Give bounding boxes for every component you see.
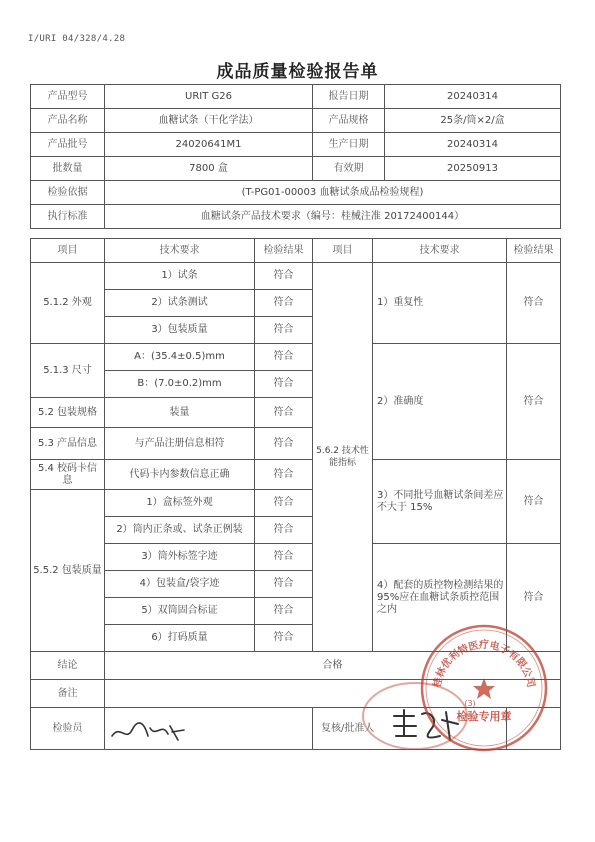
basis-label: 检验依据 [31,181,105,205]
report-date-label: 报告日期 [313,85,385,109]
table-row [31,109,561,133]
inspector-label: 检验员 [31,708,105,750]
table-row [31,544,561,571]
result-cell: 符合 [255,544,313,571]
group-label: 5.5.2 包装质量 [31,490,105,652]
group-label: 5.4 校码卡信息 [31,460,105,490]
result-cell: 符合 [255,625,313,652]
header-table [30,84,561,229]
right-requirement-cell: 1）重复性 [373,263,507,344]
table-row [31,205,561,229]
conclusion-label: 结论 [31,652,105,680]
requirement-cell: 2）试条测试 [105,290,255,317]
right-result-cell: 符合 [507,263,561,344]
col-header-result: 检验结果 [255,239,313,263]
requirement-cell: 1）试条 [105,263,255,290]
expiry-value: 20250913 [385,157,561,181]
spec-label: 产品规格 [313,109,385,133]
requirement-cell: B：(7.0±0.2)mm [105,371,255,398]
stamp-outer-text: 桂林优利特医疗电子有限公司 [432,640,536,689]
requirement-cell: 5）双筒固合标证 [105,598,255,625]
product-no-label: 产品型号 [31,85,105,109]
table-row [31,157,561,181]
table-row [31,344,561,371]
result-cell: 符合 [255,598,313,625]
requirement-cell: 与产品注册信息相符 [105,428,255,460]
inspection-stamp [418,622,550,754]
result-cell: 符合 [255,490,313,517]
table-row [31,263,561,290]
batch-no-label: 产品批号 [31,133,105,157]
table-row [31,460,561,490]
requirement-cell: 代码卡内参数信息正确 [105,460,255,490]
star-icon [473,678,495,699]
result-cell: 符合 [255,317,313,344]
standard-value: 血糖试条产品技术要求（编号：桂械注准 20172400144） [105,205,561,229]
requirement-cell: A：(35.4±0.5)mm [105,344,255,371]
col-header-item: 项目 [31,239,105,263]
batch-qty-label: 批数量 [31,157,105,181]
requirement-cell: 1）盒标签外观 [105,490,255,517]
right-result-cell: 符合 [507,460,561,544]
product-name-label: 产品名称 [31,109,105,133]
requirement-cell: 4）包装盒/袋字迹 [105,571,255,598]
table-row [31,85,561,109]
standard-label: 执行标准 [31,205,105,229]
result-cell: 符合 [255,371,313,398]
col-header-item-right: 项目 [313,239,373,263]
requirement-cell: 2）筒内正条或、试条正例装 [105,517,255,544]
right-result-cell: 符合 [507,544,561,652]
table-row [31,181,561,205]
expiry-label: 有效期 [313,157,385,181]
requirement-cell: 6）打码质量 [105,625,255,652]
prod-date-label: 生产日期 [313,133,385,157]
requirement-cell: 3）包装质量 [105,317,255,344]
right-requirement-cell: 3）不同批号血糖试条间差应不大于 15% [373,460,507,544]
result-cell: 符合 [255,290,313,317]
result-cell: 符合 [255,428,313,460]
right-requirement-cell: 4）配套的质控物检测结果的 95%应在血糖试条质控范围之内 [373,544,507,652]
inspector-signature [108,716,188,746]
right-result-cell: 符合 [507,344,561,460]
spec-value: 25条/筒×2/盒 [385,109,561,133]
document-number: I/URI 04/328/4.28 [28,34,126,44]
col-header-requirement: 技术要求 [105,239,255,263]
batch-qty-value: 7800 盒 [105,157,313,181]
report-date-value: 20240314 [385,85,561,109]
table-row [31,133,561,157]
page-title: 成品质量检验报告单 [216,62,379,82]
basis-value: (T-PG01-00003 血糖试条成品检验规程) [105,181,561,205]
requirement-cell: 装量 [105,398,255,428]
group-label: 5.1.3 尺寸 [31,344,105,398]
result-cell: 符合 [255,517,313,544]
stamp-inner-text: 检验专用章 [456,710,512,723]
group-label: 5.1.2 外观 [31,263,105,344]
stamp-code: (3) [464,699,476,708]
table-header-row [31,239,561,263]
result-cell: 符合 [255,263,313,290]
right-requirement-cell: 2）准确度 [373,344,507,460]
result-cell: 符合 [255,398,313,428]
reviewer-label: 复核/批准人 [313,708,507,750]
result-cell: 符合 [255,344,313,371]
prod-date-value: 20240314 [385,133,561,157]
col-header-result-right: 检验结果 [507,239,561,263]
product-name-value: 血糖试条（干化学法） [105,109,313,133]
product-no-value: URIT G26 [105,85,313,109]
remarks-label: 备注 [31,680,105,708]
result-cell: 符合 [255,571,313,598]
right-group-label: 5.6.2 技术性能指标 [313,263,373,652]
col-header-requirement-right: 技术要求 [373,239,507,263]
group-label: 5.2 包装规格 [31,398,105,428]
requirement-cell: 3）筒外标签字迹 [105,544,255,571]
result-cell: 符合 [255,460,313,490]
conclusion-value: 合格 [105,652,561,680]
batch-no-value: 24020641M1 [105,133,313,157]
group-label: 5.3 产品信息 [31,428,105,460]
